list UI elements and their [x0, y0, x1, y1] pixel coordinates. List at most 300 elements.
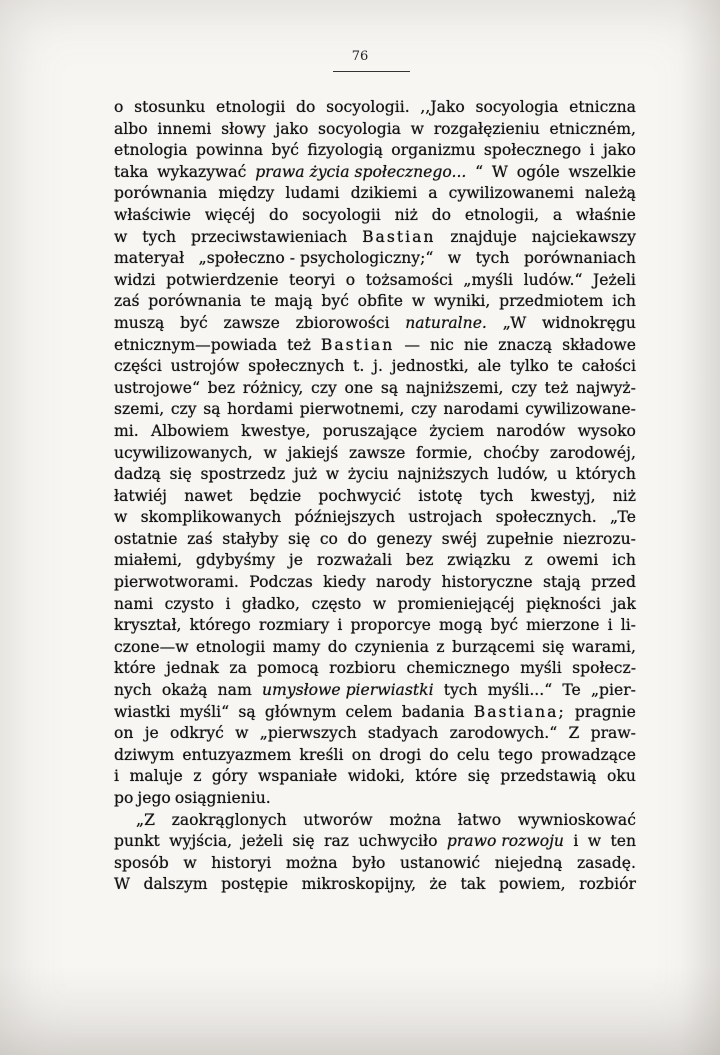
word: stają: [543, 573, 581, 592]
word: często: [311, 594, 362, 613]
word: ostatnie: [114, 529, 178, 548]
word: społecznego: [483, 141, 582, 160]
word: góry: [211, 767, 248, 786]
word: wspaniałe: [258, 767, 338, 786]
word: etnologia: [114, 141, 188, 160]
word: są: [238, 702, 256, 721]
word: praw-: [590, 724, 636, 743]
word: właśnie: [575, 205, 636, 224]
word: materyał: [114, 249, 185, 268]
word: do: [327, 637, 348, 656]
word: przedmiotem: [499, 292, 604, 311]
word: “: [475, 162, 484, 181]
word: Albowiem: [150, 421, 229, 440]
word: w: [587, 832, 602, 851]
word: być: [271, 141, 300, 160]
text-line: [114, 874, 636, 896]
word: tego: [497, 745, 533, 764]
word: szemi,: [114, 400, 165, 419]
word: spostrzedz: [200, 465, 286, 484]
word: społecznych.: [495, 508, 597, 527]
word: tych: [443, 681, 478, 700]
word: ogóle: [516, 162, 560, 181]
word: raz: [323, 832, 349, 851]
text-line: [114, 270, 636, 292]
word: burzącemi: [452, 637, 535, 656]
word: badania: [401, 702, 465, 721]
word: odkryć: [170, 724, 224, 743]
word: umysłowe pierwiastki: [261, 681, 434, 700]
word: „Te: [610, 508, 636, 527]
word: celem: [345, 702, 393, 721]
text-line: [114, 723, 636, 745]
text-line: [114, 831, 636, 853]
word: kryształ,: [114, 616, 182, 635]
word: czy: [511, 378, 537, 397]
word: wywnioskować: [517, 810, 636, 829]
word: życiu: [347, 465, 389, 484]
text-line: [114, 637, 636, 659]
word: zarodowéj,: [549, 443, 636, 462]
word: stadyach: [367, 724, 439, 743]
word: „myśli: [463, 270, 514, 289]
word: rozmiary: [258, 616, 330, 635]
word: związku: [447, 551, 511, 570]
word: entuzyazmem: [182, 745, 292, 764]
word: narodów: [496, 421, 566, 440]
word: zaokrąglonych: [171, 810, 287, 829]
word: gdybyśmy: [195, 551, 276, 570]
word: są: [380, 378, 399, 397]
word: prawo rozwoju: [446, 832, 564, 851]
text-line: [114, 356, 636, 378]
word: powinna: [195, 141, 264, 160]
word: je: [288, 551, 303, 570]
word: utworów: [303, 810, 373, 829]
word: które: [114, 659, 156, 678]
word: innemi: [157, 119, 212, 138]
text-line: [114, 853, 636, 875]
word: zasadę.: [576, 853, 636, 872]
word: albo: [114, 119, 148, 138]
text-line: [114, 248, 636, 270]
word: celu: [456, 745, 490, 764]
body-text: [114, 97, 636, 896]
word: ludami: [285, 184, 340, 203]
word: czynienia: [354, 637, 429, 656]
word: najniższemi,: [405, 378, 504, 397]
text-line: [114, 443, 636, 465]
text-line: [114, 183, 636, 205]
word: myśli“: [179, 702, 230, 721]
text-line: [114, 205, 636, 227]
word: mierzone: [526, 616, 600, 635]
word: słowy: [221, 119, 266, 138]
text-line: [114, 615, 636, 637]
word: W: [491, 162, 508, 181]
word: w: [183, 853, 197, 872]
word: jakiejś: [287, 443, 339, 462]
word: drogi: [379, 745, 422, 764]
word: co: [319, 529, 338, 548]
word: można: [389, 810, 442, 829]
word: czy: [170, 400, 197, 419]
word: socyologii.: [326, 98, 410, 116]
word: stosunku: [134, 98, 206, 116]
word: promieniejącéj: [397, 594, 515, 613]
word: kiedy: [323, 573, 366, 592]
word: formie,: [416, 443, 473, 462]
word: choćby: [483, 443, 540, 462]
word: w: [410, 119, 425, 138]
word: pomocą: [257, 659, 319, 678]
word: kwestye,: [241, 421, 311, 440]
word: rozbioru: [329, 659, 397, 678]
word: fizyologią: [307, 141, 383, 160]
word: też: [287, 335, 311, 354]
word: ucywilizowanych,: [114, 443, 253, 462]
word: etnologii: [216, 98, 286, 116]
text-line: [114, 788, 636, 810]
word: wszelkie: [568, 162, 636, 181]
text-line: [114, 421, 636, 443]
word: do: [429, 745, 449, 764]
word: do: [296, 98, 316, 116]
word: w: [114, 508, 128, 527]
text-line: [114, 572, 636, 594]
word: tych: [479, 486, 514, 505]
word: piękności: [526, 594, 601, 613]
word: być: [321, 292, 349, 311]
word: naturalne.: [405, 313, 487, 332]
word: potwierdzenie: [166, 270, 279, 289]
word: mikroskopijny,: [301, 875, 417, 894]
text-line: [114, 119, 636, 141]
word: ale: [477, 357, 502, 376]
word: u: [556, 465, 568, 484]
word: pierwotnemi,: [299, 400, 405, 419]
word: różnicy,: [242, 378, 304, 397]
word: porównania: [114, 184, 208, 203]
word: tych: [142, 227, 177, 246]
word: więcéj: [204, 205, 256, 224]
word: życiem: [429, 421, 485, 440]
word: zupełnie: [486, 529, 554, 548]
word: W: [114, 875, 131, 894]
word: prawa życia społecznego...: [255, 162, 467, 181]
word: mamy: [272, 637, 321, 656]
word: j.: [373, 357, 383, 376]
word: ustrojów: [170, 357, 240, 376]
word: ich: [612, 551, 636, 570]
word: być: [180, 313, 208, 332]
word: że: [429, 875, 447, 894]
word: istotę: [418, 486, 463, 505]
word: niż: [394, 205, 418, 224]
page-number: 76: [351, 49, 369, 64]
word: postępie: [221, 875, 289, 894]
word: nami: [114, 594, 154, 613]
word: etnologii: [195, 637, 266, 656]
word: nych: [114, 681, 152, 700]
word: „Z: [136, 810, 155, 829]
text-line: [114, 486, 636, 508]
word: zawsze: [223, 313, 280, 332]
word: tylko: [509, 357, 549, 376]
word: w: [114, 227, 128, 246]
text-line: [114, 335, 636, 357]
word: się: [467, 767, 490, 786]
word: zawsze: [348, 443, 406, 462]
word: niż: [612, 486, 636, 505]
text-line: [114, 464, 636, 486]
word: Bastiana;: [473, 702, 566, 721]
word: społecznych: [248, 357, 345, 376]
word: w: [372, 594, 387, 613]
word: czone—w: [114, 637, 189, 656]
word: są: [203, 400, 221, 419]
word: czy: [411, 400, 437, 419]
word: z: [524, 551, 533, 570]
word: w: [263, 443, 277, 462]
word: łatwo: [457, 810, 502, 829]
word: być: [490, 616, 519, 635]
page-edge-shading: [680, 0, 720, 1055]
word: historyi: [211, 853, 272, 872]
word: tych: [475, 249, 510, 268]
text-line: [114, 227, 636, 249]
word: zaś: [114, 292, 140, 311]
word: dziwym: [114, 745, 175, 764]
word: można: [285, 853, 338, 872]
word: w: [411, 292, 426, 311]
word: ich: [612, 292, 636, 311]
word: jednostki,: [391, 357, 469, 376]
word: nic: [430, 335, 454, 354]
word: w: [447, 249, 462, 268]
text-line: [114, 810, 636, 832]
word: tak: [460, 875, 486, 894]
word: on: [114, 724, 134, 743]
word: cywilizowane-: [525, 400, 636, 419]
word: uchwyciło: [358, 832, 438, 851]
word: i: [114, 767, 119, 786]
word: też: [544, 378, 569, 397]
word: wysoko: [577, 421, 636, 440]
word: warami,: [571, 637, 636, 656]
word: było: [352, 853, 386, 872]
word: Bastian: [320, 335, 395, 354]
text-line: [114, 550, 636, 572]
text-line: [114, 529, 636, 551]
word: najwyż-: [576, 378, 636, 397]
word: czy: [311, 378, 337, 397]
word: bez: [207, 378, 236, 397]
word: czysto: [164, 594, 214, 613]
word: właściwie: [114, 205, 191, 224]
word: proporcye: [350, 616, 431, 635]
word: etniczna: [569, 98, 636, 116]
word: zarodowych.“: [449, 724, 558, 743]
word: nawet: [184, 486, 233, 505]
word: dadzą: [114, 465, 161, 484]
word: myśli...“: [487, 681, 553, 700]
text-line: [114, 702, 636, 724]
word: „W: [502, 313, 527, 332]
word: rozbiór: [579, 875, 636, 894]
word: ustrojowe“: [114, 378, 200, 397]
word: taka: [114, 162, 149, 181]
word: będzie: [249, 486, 302, 505]
word: powiem,: [498, 875, 566, 894]
word: cywilizowanemi: [448, 184, 574, 203]
word: a: [428, 184, 438, 203]
word: zaś: [187, 529, 213, 548]
word: etnologii,: [464, 205, 540, 224]
word: składowe: [562, 335, 636, 354]
word: najciekawszy: [531, 227, 636, 246]
word: maluje: [129, 767, 183, 786]
word: się: [169, 465, 192, 484]
word: społecz-: [572, 659, 636, 678]
word: widzi: [114, 270, 156, 289]
word: Bastian: [362, 227, 436, 246]
text-line: [114, 766, 636, 788]
word: wykazywać: [157, 162, 247, 181]
word: znajduje: [450, 227, 517, 246]
word: „społeczno - psychologiczny;“: [198, 249, 434, 268]
word: przedstawią: [500, 767, 597, 786]
word: jako: [275, 119, 309, 138]
word: te: [250, 292, 266, 311]
word: w: [235, 724, 249, 743]
page-number-rule: [333, 71, 410, 72]
word: już: [293, 465, 318, 484]
word: one: [344, 378, 374, 397]
word: najniższych: [397, 465, 489, 484]
word: znaczą: [498, 335, 553, 354]
word: o: [114, 98, 124, 116]
word: kwestyj,: [530, 486, 596, 505]
word: okażą: [161, 681, 208, 700]
word: rozważali: [316, 551, 393, 570]
word: organizmu: [391, 141, 476, 160]
word: oku: [606, 767, 636, 786]
word: myśli: [520, 659, 562, 678]
word: których: [575, 465, 636, 484]
page-bottom-shading: [0, 965, 720, 1055]
word: mogą: [438, 616, 483, 635]
word: ustrojach: [408, 508, 483, 527]
word: w: [325, 465, 340, 484]
word: a: [552, 205, 563, 224]
word: ustanowić: [400, 853, 481, 872]
word: do: [268, 205, 289, 224]
word: sposób: [114, 853, 169, 872]
word: się: [288, 529, 311, 548]
word: poruszające: [322, 421, 418, 440]
word: jak: [612, 594, 636, 613]
word: niejedną: [494, 853, 563, 872]
text-line: [114, 378, 636, 400]
word: genezy: [376, 529, 433, 548]
word: wyjścia,: [169, 832, 233, 851]
word: osiągnieniu.: [174, 789, 271, 807]
word: do: [347, 529, 367, 548]
word: chemicznego: [406, 659, 510, 678]
word: Podczas: [249, 573, 313, 592]
word: późniejszych: [294, 508, 396, 527]
word: on: [351, 745, 372, 764]
word: i: [589, 141, 595, 160]
word: dzikiemi: [350, 184, 418, 203]
word: do: [431, 205, 452, 224]
word: obfite: [357, 292, 403, 311]
word: punkt: [114, 832, 160, 851]
word: niezrozu-: [563, 529, 636, 548]
word: jeżeli: [241, 832, 284, 851]
word: etnicznym—powiada: [114, 335, 277, 354]
text-line: [114, 658, 636, 680]
word: wyniki,: [433, 292, 491, 311]
word: ten: [610, 832, 636, 851]
word: je: [144, 724, 159, 743]
word: wiastki: [114, 702, 171, 721]
text-line: [114, 399, 636, 421]
word: Jeżeli: [593, 270, 636, 289]
word: rozgałęzieniu: [433, 119, 540, 138]
word: jednak: [166, 659, 219, 678]
word: po: [114, 789, 134, 807]
word: teoryi: [289, 270, 336, 289]
word: pochwycić: [318, 486, 402, 505]
word: socyologia: [318, 119, 401, 138]
word: mają: [274, 292, 313, 311]
text-line: [114, 745, 636, 767]
word: pierwotworami.: [114, 573, 239, 592]
word: nie: [463, 335, 489, 354]
word: narodami: [443, 400, 519, 419]
text-line: [114, 680, 636, 702]
word: „pierwszych: [259, 724, 357, 743]
word: nam: [217, 681, 252, 700]
word: jako: [602, 141, 636, 160]
word: prowadzące: [541, 745, 636, 764]
word: swéj: [441, 529, 478, 548]
word: pragnie: [574, 702, 636, 721]
word: głównym: [264, 702, 337, 721]
word: narody: [376, 573, 432, 592]
word: porównaniach: [523, 249, 636, 268]
word: się: [542, 637, 565, 656]
word: stałyby: [222, 529, 279, 548]
word: historyczne: [441, 573, 533, 592]
word: ludów.“: [523, 270, 583, 289]
word: —: [404, 335, 420, 354]
word: całości: [581, 357, 636, 376]
word: porównania: [148, 292, 242, 311]
text-line: [114, 594, 636, 616]
word: przed: [591, 573, 636, 592]
word: i: [607, 616, 613, 635]
word: Te: [562, 681, 581, 700]
word: muszą: [114, 313, 165, 332]
word: z: [193, 767, 202, 786]
word: które: [415, 767, 458, 786]
word: mi.: [114, 421, 139, 440]
word: widoki,: [347, 767, 405, 786]
word: gładko,: [241, 594, 301, 613]
